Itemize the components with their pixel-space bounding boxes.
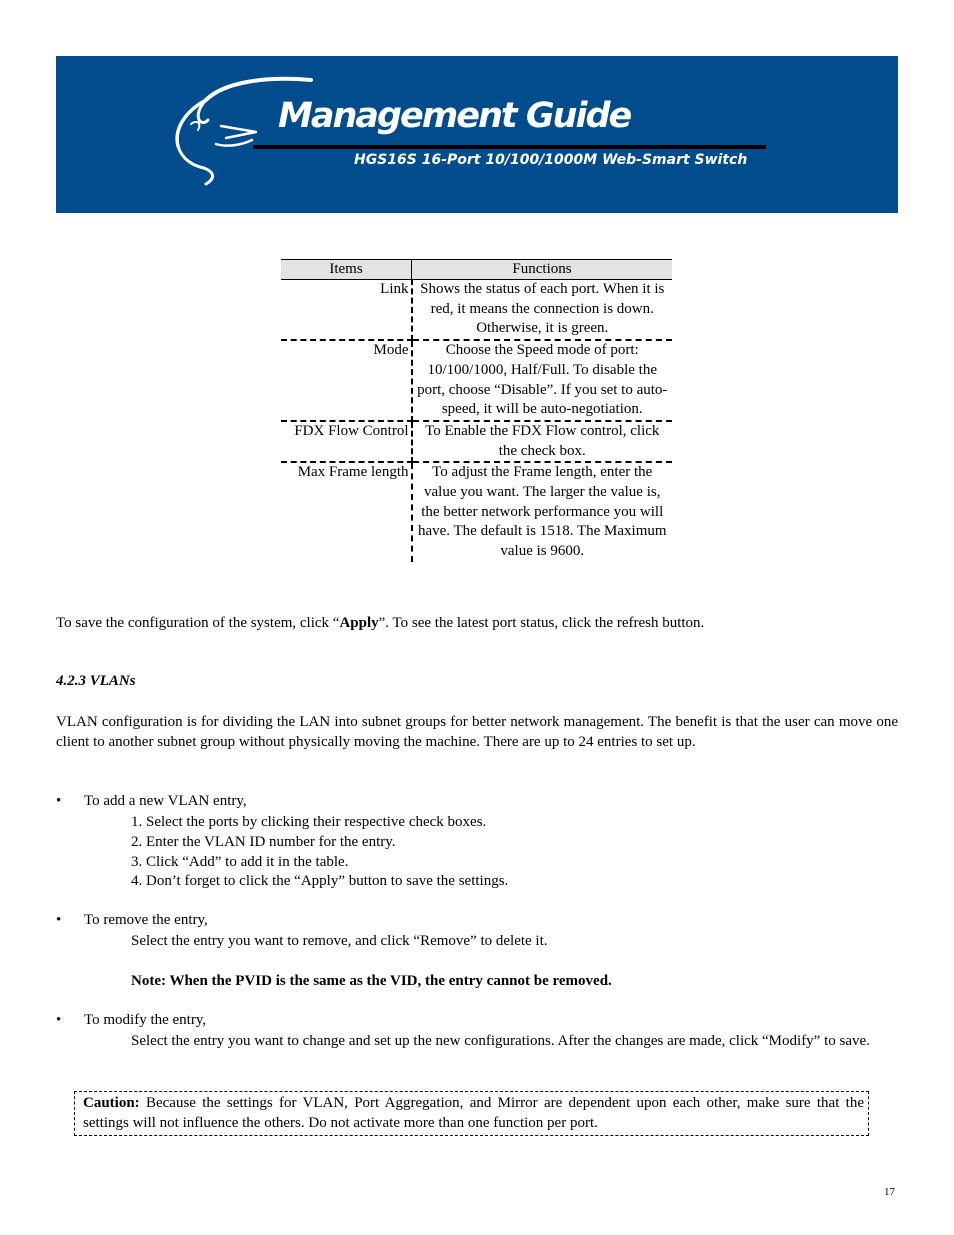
function-cell: Shows the status of each port. When it is red, it means the connection is down. Otherwise, it is green. bbox=[412, 280, 673, 341]
list-item: 2. Enter the VLAN ID number for the entry. bbox=[131, 833, 396, 850]
list-item: 4. Don’t forget to click the “Apply” button to save the settings. bbox=[131, 873, 509, 890]
remove-text: Select the entry you want to remove, and click “Remove” to delete it. bbox=[131, 933, 548, 949]
caution-label: Caution: bbox=[83, 1095, 140, 1111]
banner-title: Management Guide bbox=[278, 96, 631, 136]
vlan-intro: VLAN configuration is for dividing the LAN into subnet groups for better network management. The benefit is that the user can move one client to another subnet group without physically moving the machine. There are up to 24 entries to set up. bbox=[56, 714, 898, 750]
add-steps-list bbox=[131, 813, 508, 892]
section-heading: 4.2.3 VLANs bbox=[56, 673, 136, 689]
caution-text: Because the settings for VLAN, Port Aggregation, and Mirror are dependent upon each other, make sure that the settings will not influence the others. Do not activate more than one function per port. bbox=[83, 1095, 864, 1131]
column-header-functions: Functions bbox=[412, 260, 673, 280]
function-cell: To Enable the FDX Flow control, click the check box. bbox=[412, 421, 673, 462]
caution-box bbox=[74, 1091, 869, 1136]
item-cell: FDX Flow Control bbox=[281, 421, 412, 462]
list-item: 3. Click “Add” to add it in the table. bbox=[131, 853, 349, 870]
save-note-after: ”. To see the latest port status, click the refresh button. bbox=[378, 615, 705, 631]
remove-note: Note: When the PVID is the same as the VID, the entry cannot be removed. bbox=[131, 973, 612, 989]
table-row bbox=[281, 462, 672, 562]
item-cell: Link bbox=[281, 280, 412, 341]
modify-text: Select the entry you want to change and set up the new configurations. After the changes are made, click “Modify” to save. bbox=[131, 1033, 870, 1049]
table-header-row bbox=[281, 260, 672, 280]
bullet-dot: • bbox=[56, 912, 62, 928]
function-cell: To adjust the Frame length, enter the value you want. The larger the value is, the better network performance you will have. The default is 1518. The Maximum value is 9600. bbox=[417, 464, 667, 560]
item-cell: Mode bbox=[281, 340, 412, 421]
bullet-dot: • bbox=[56, 793, 62, 809]
table-row bbox=[281, 421, 672, 462]
bullet-modify-label: To modify the entry, bbox=[84, 1012, 207, 1028]
column-header-items: Items bbox=[281, 260, 412, 280]
save-note bbox=[56, 614, 898, 634]
banner-subtitle: HGS16S 16-Port 10/100/1000M Web-Smart Switch bbox=[354, 152, 748, 168]
item-cell: Max Frame length bbox=[281, 462, 412, 562]
table-row bbox=[281, 340, 672, 421]
port-settings-table bbox=[281, 259, 672, 562]
banner-rule bbox=[253, 145, 766, 149]
function-cell: Choose the Speed mode of port: 10/100/1000, Half/Full. To disable the port, choose “Disable”. If you set to auto-speed, it will be auto-negotiation. bbox=[412, 340, 673, 421]
table-row bbox=[281, 280, 672, 341]
bullet-add-label: To add a new VLAN entry, bbox=[84, 793, 247, 809]
bullet-dot: • bbox=[56, 1012, 62, 1028]
save-note-apply: Apply bbox=[339, 615, 379, 631]
bullet-remove-label: To remove the entry, bbox=[84, 912, 208, 928]
save-note-before: To save the configuration of the system, click “ bbox=[56, 615, 340, 631]
header-banner bbox=[56, 56, 898, 213]
list-item: 1. Select the ports by clicking their respective check boxes. bbox=[131, 814, 487, 830]
page-number: 17 bbox=[884, 1186, 895, 1198]
